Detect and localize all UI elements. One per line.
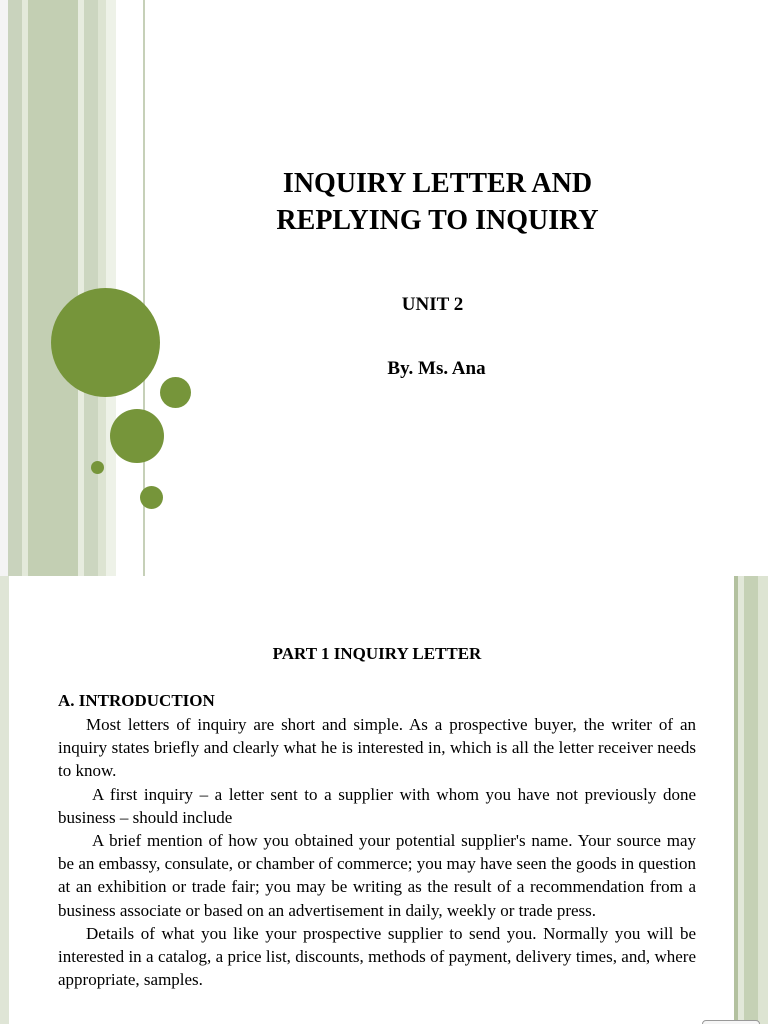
- paragraph: A first inquiry – a letter sent to a supplier with whom you have not previously done business – should include: [58, 784, 696, 827]
- body-text: [58, 713, 696, 991]
- paragraph: A brief mention of how you obtained your potential supplier's name. Your source may be an embassy, consulate, or chamber of commerce; you may have seen the goods in question at an exhibition or trade fair; you may be writing as the result of a recommendation from a business associate or based on an advertisement in daily, weekly or trade press.: [58, 831, 696, 920]
- slide-left-edge: [0, 0, 8, 576]
- paragraph: Most letters of inquiry are short and simple. As a prospective buyer, the writer of an inquiry states briefly and clearly what he is interested in, which is all the letter receiver needs to know.: [58, 715, 696, 781]
- paragraph: Details of what you like your prospective supplier to send you. Normally you will be interested in a catalog, a price list, discounts, methods of payment, delivery times, and, where appropriate, samples.: [58, 923, 696, 990]
- slide-left-edge: [0, 576, 9, 1024]
- slide-title: INQUIRY LETTER AND REPLYING TO INQUIRY: [276, 168, 599, 236]
- decorative-circle-large: [51, 288, 160, 397]
- decorative-circle-small: [140, 486, 163, 509]
- decorative-stripe: [28, 0, 78, 576]
- decorative-circle-tiny: [91, 461, 104, 474]
- decorative-circle-small: [160, 377, 191, 408]
- slide-author: By. Ms. Ana: [387, 358, 486, 379]
- decorative-stripe: [758, 576, 768, 1024]
- decorative-stripe: [744, 576, 758, 1024]
- slide-subtitle: UNIT 2: [401, 294, 464, 315]
- slide-corner-tab: [702, 1020, 760, 1024]
- decorative-circle-medium: [110, 409, 164, 463]
- section-heading: A. INTRODUCTION: [58, 691, 215, 710]
- part-heading: PART 1 INQUIRY LETTER: [272, 644, 482, 663]
- decorative-stripe: [8, 0, 22, 576]
- content-slide: [0, 576, 768, 1024]
